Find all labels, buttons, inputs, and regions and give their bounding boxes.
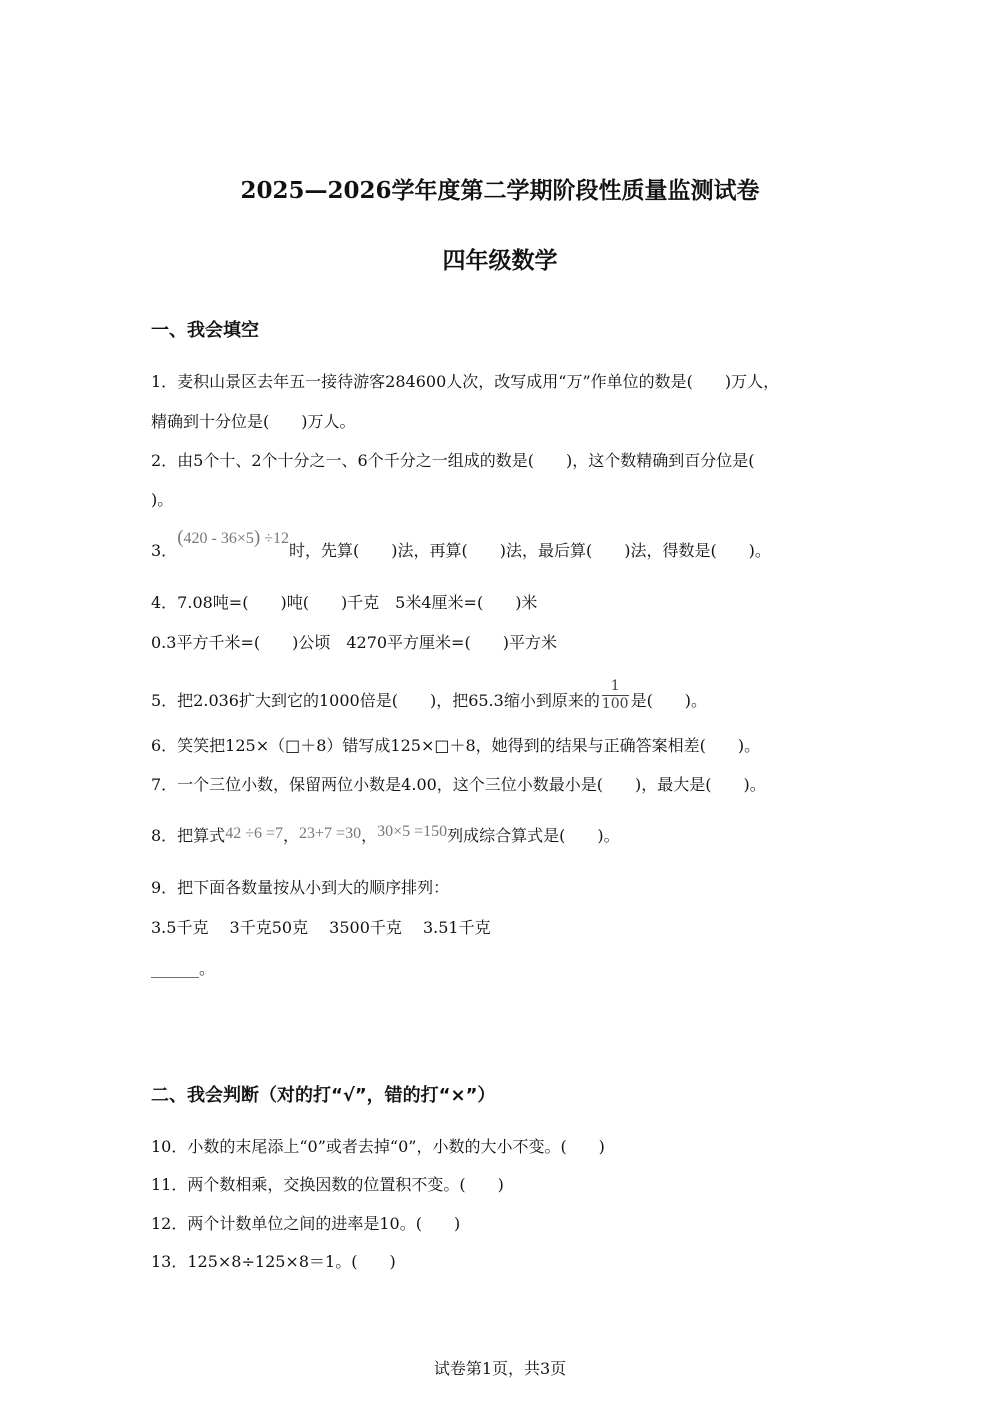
q4-line1: 4．7.08吨=( )吨( )千克 5米4厘米=( )米: [151, 593, 538, 612]
q5-before: 5．把2.036扩大到它的1000倍是( )，把65.3缩小到原来的: [151, 691, 600, 710]
q11-line: 11．两个数相乘，交换因数的位置积不变。( ): [151, 1175, 504, 1194]
q3-expression: (420 - 36×5) ÷12: [177, 527, 289, 548]
q9-line1: 9．把下面各数量按从小到大的顺序排列：: [151, 878, 450, 897]
section2-heading: 二、我会判断（对的打“√”，错的打“×”）: [151, 1085, 496, 1106]
q10-line: 10．小数的末尾添上“0”或者去掉“0”，小数的大小不变。( ): [151, 1137, 605, 1156]
q8-line: [151, 825, 620, 848]
q12-line: 12．两个计数单位之间的进率是10。( ): [151, 1214, 461, 1233]
q7-line: 7．一个三位小数，保留两位小数是4.00，这个三位小数最小是( )，最大是( )。: [151, 775, 766, 794]
page-title: 2025—2026学年度第二学期阶段性质量监测试卷: [240, 177, 760, 204]
q9-line3: ______。: [151, 959, 216, 978]
q5-after: 是( )。: [630, 691, 708, 710]
q8-sep2: ，: [361, 826, 378, 845]
page-footer: 试卷第1页，共3页: [433, 1359, 567, 1378]
q8-after: 列成综合算式是( )。: [447, 826, 620, 845]
section1-heading: 一、我会填空: [151, 320, 259, 341]
q6-line: 6．笑笑把125×（□＋8）错写成125×□＋8，她得到的结果与正确答案相差( )。: [151, 736, 761, 755]
q3-text: 时，先算( )法，再算( )法，最后算( )法，得数是( )。: [288, 541, 771, 560]
q4-line2: 0.3平方千米=( )公顷 4270平方厘米=( )平方米: [151, 633, 557, 652]
q13-line: 13．125×8÷125×8＝1。( ): [151, 1252, 396, 1271]
page-subtitle: 四年级数学: [442, 247, 558, 274]
q5-fraction-numerator: 1: [602, 678, 629, 696]
q8-sep1: ，: [283, 826, 300, 845]
q1-line2: 精确到十分位是( )万人。: [151, 412, 356, 431]
q3-line: [151, 527, 771, 563]
q8-expr3: 30×5 =150: [377, 823, 448, 840]
q5-fraction: [602, 678, 629, 713]
q9-line2: 3.5千克 3千克50克 3500千克 3.51千克: [151, 918, 491, 937]
q5-line: [151, 678, 708, 719]
q3-prefix: 3．: [151, 541, 178, 560]
q8-expr2: 23+7 =30: [299, 825, 362, 842]
q5-fraction-denominator: 100: [601, 696, 629, 712]
q2-line2: )。: [151, 490, 174, 509]
q1-line1: 1．麦积山景区去年五一接待游客284600人次，改写成用“万”作单位的数是( )万人，: [151, 372, 780, 391]
q2-line1: 2．由5个十、2个十分之一、6个千分之一组成的数是( )，这个数精确到百分位是(: [151, 451, 755, 470]
q8-before: 8．把算式: [151, 826, 226, 845]
q8-expr1: 42 ÷6 =7: [225, 825, 283, 842]
